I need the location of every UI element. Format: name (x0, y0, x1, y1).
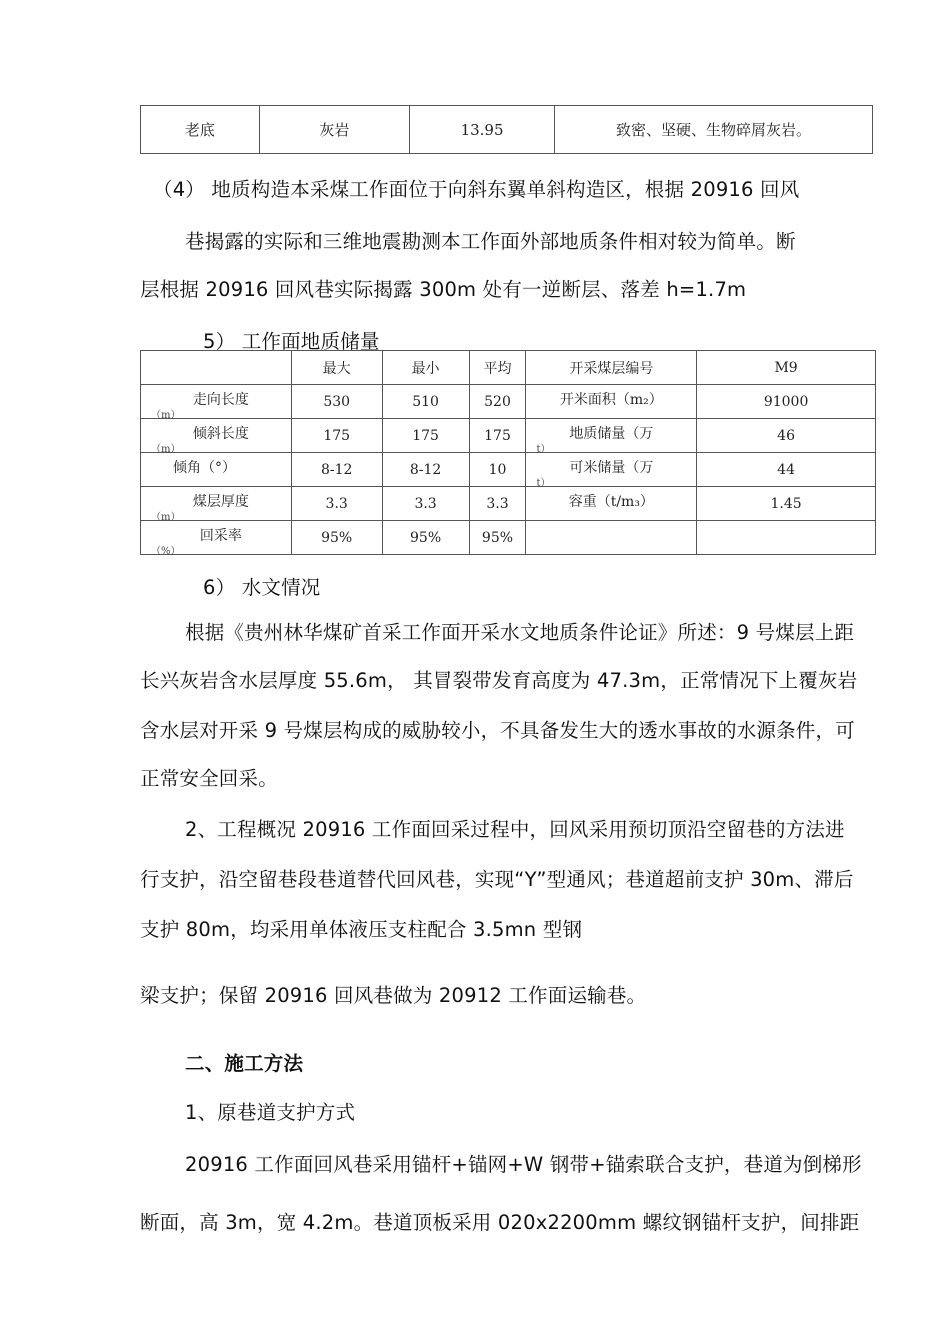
row-label-cell (141, 385, 292, 419)
strata-table (140, 105, 873, 154)
paragraph-line: 20916 工作面回风巷采用锚杆+锚网+W 钢带+锚索联合支护，巷道为倒梯形 (185, 1153, 862, 1176)
table-cell: 老底 (141, 106, 260, 154)
key-cell (526, 419, 697, 453)
section-heading: 6） 水文情况 (203, 576, 321, 599)
row-unit: （m） (151, 512, 181, 523)
row-label: 煤层厚度 (192, 494, 249, 510)
paragraph-line: 根据《贵州林华煤矿首采工作面开采水文地质条件论证》所述：9 号煤层上距 (185, 621, 855, 644)
table-cell: 10 (469, 453, 526, 487)
table-cell (697, 521, 876, 555)
row-unit: （%） (151, 546, 181, 557)
header-cell: 最大 (291, 351, 382, 385)
paragraph-line: 梁支护；保留 20916 回风巷做为 20912 工作面运输巷。 (140, 984, 647, 1007)
reserve-table (140, 350, 876, 555)
table-row (141, 419, 876, 453)
table-row (141, 106, 873, 154)
paragraph-line: 含水层对开采 9 号煤层构成的威胁较小，不具备发生大的透水事故的水源条件，可 (140, 719, 855, 742)
paragraph-line: 正常安全回采。 (140, 767, 278, 790)
key-unit: t） (536, 444, 551, 455)
chapter-heading: 二、施工方法 (185, 1052, 304, 1075)
key-cell (526, 385, 697, 419)
table-cell: 13.95 (410, 106, 555, 154)
table-cell: 95% (291, 521, 382, 555)
key-label: 开米面积（m₂） (559, 392, 663, 408)
table-cell: 91000 (697, 385, 876, 419)
table-cell: 8-12 (382, 453, 469, 487)
paragraph-line: 巷揭露的实际和三维地震勘测本工作面外部地质条件相对较为简单。断 (185, 230, 796, 253)
key-cell (526, 521, 697, 555)
key-cell (526, 487, 697, 521)
row-label: 倾斜长度 (192, 426, 249, 442)
table-cell: 175 (291, 419, 382, 453)
table-row (141, 453, 876, 487)
section-heading: 5） 工作面地质储量 (203, 330, 380, 353)
row-label: 回采率 (199, 528, 242, 544)
table-cell: 95% (469, 521, 526, 555)
paragraph-line: 行支护，沿空留巷段巷道替代回风巷，实现“Y”型通风；巷道超前支护 30m、滞后 (140, 868, 854, 891)
row-label-cell (141, 453, 292, 487)
paragraph-line: （4） 地质构造本采煤工作面位于向斜东翼单斜构造区，根据 20916 回风 (153, 178, 800, 201)
table-cell: 175 (469, 419, 526, 453)
paragraph-line: 长兴灰岩含水层厚度 55.6m， 其冒裂带发育高度为 47.3m，正常情况下上覆灰岩 (140, 669, 858, 692)
row-label-cell (141, 419, 292, 453)
key-unit: t） (536, 478, 551, 489)
table-row (141, 487, 876, 521)
header-cell: M9 (697, 351, 876, 385)
key-label: 地质储量（万 (569, 426, 654, 442)
table-header-row (141, 351, 876, 385)
key-label: 可米储量（万 (569, 460, 654, 476)
header-cell: 开采煤层编号 (526, 351, 697, 385)
row-label: 倾角（°） (173, 460, 236, 476)
table-cell: 3.3 (291, 487, 382, 521)
row-unit: （m） (151, 410, 181, 421)
table-cell: 3.3 (382, 487, 469, 521)
key-label: 容重（t/m₃） (568, 494, 654, 510)
row-label-cell (141, 487, 292, 521)
row-unit: （m） (151, 444, 181, 455)
paragraph-line: 2、工程概况 20916 工作面回采过程中，回风采用预切顶沿空留巷的方法进 (185, 818, 845, 841)
table-row (141, 385, 876, 419)
key-cell (526, 453, 697, 487)
table-cell: 灰岩 (259, 106, 410, 154)
table-row (141, 521, 876, 555)
header-cell: 平均 (469, 351, 526, 385)
subsection-heading: 1、原巷道支护方式 (185, 1101, 356, 1124)
table-cell: 95% (382, 521, 469, 555)
table-cell: 175 (382, 419, 469, 453)
row-label-cell (141, 521, 292, 555)
header-cell (141, 351, 292, 385)
table-cell: 1.45 (697, 487, 876, 521)
table-cell: 8-12 (291, 453, 382, 487)
table-cell: 510 (382, 385, 469, 419)
table-cell: 致密、坚硬、生物碎屑灰岩。 (554, 106, 872, 154)
table-cell: 530 (291, 385, 382, 419)
paragraph-line: 支护 80m，均采用单体液压支柱配合 3.5mn 型钢 (140, 918, 583, 941)
table-cell: 3.3 (469, 487, 526, 521)
header-cell: 最小 (382, 351, 469, 385)
paragraph-line: 断面，高 3m，宽 4.2m。巷道顶板采用 020x2200mm 螺纹钢锚杆支护，间排距 (140, 1211, 860, 1234)
table-cell: 46 (697, 419, 876, 453)
paragraph-line: 层根据 20916 回风巷实际揭露 300m 处有一逆断层、落差 h=1.7m (140, 278, 747, 301)
table-cell: 520 (469, 385, 526, 419)
table-cell: 44 (697, 453, 876, 487)
row-label: 走向长度 (192, 392, 249, 408)
